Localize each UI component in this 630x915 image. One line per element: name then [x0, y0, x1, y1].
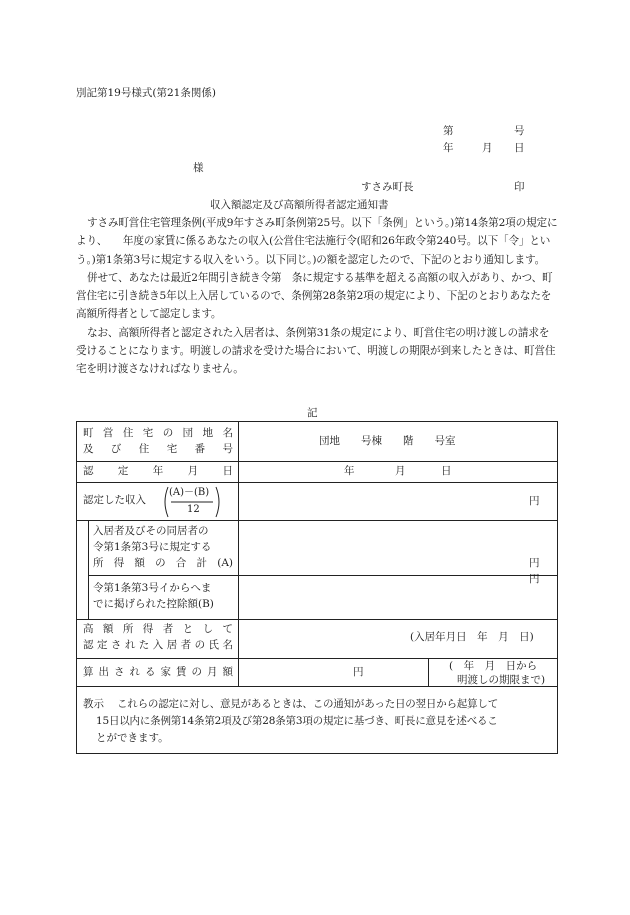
row5-label-2: でに掲げられた控除額(B): [93, 598, 214, 610]
row7-note-2: 明渡しの期限まで): [457, 674, 546, 686]
seal-mark: 印: [514, 181, 525, 193]
paragraph-3: なお、高額所得者と認定された入居者は、条例第31条の規定により、町営住宅の明け渡しの請求を受けることになります。明渡しの請求を受けた場合において、明渡しの期限が到来したときは、町営住宅を明け渡さなければなりません。: [76, 326, 556, 376]
column-divider: [428, 658, 429, 686]
row6-value: (入居年月日 年 月 日): [410, 631, 534, 643]
notice-line-1: これらの認定に対し、意見があるときは、この通知があった日の翌日から起算して: [117, 698, 498, 710]
row2-nen: 年: [344, 465, 355, 477]
row4-label-1: 入居者及びその同居者の: [93, 525, 209, 537]
row3-denominator: 12: [187, 504, 200, 515]
number-go: 号: [514, 125, 525, 137]
right-paren: [216, 487, 219, 517]
row-divider: [77, 482, 557, 483]
row7-unit: 円: [353, 666, 364, 678]
row1-value: 団地 号棟 階 号室: [319, 435, 456, 447]
row4-unit: 円: [529, 557, 540, 569]
row3-numerator: (A)－(B): [169, 487, 210, 498]
notice-head: 教示: [83, 698, 104, 710]
row-divider: [88, 575, 557, 576]
notice-line-2: 15日以内に条例第14条第2項及び第28条第3項の規定に基づき、町長に意見を述べるこ: [96, 715, 498, 727]
number-dai: 第: [443, 125, 454, 137]
column-divider: [238, 422, 239, 686]
row5-unit: 円: [529, 573, 540, 585]
row4-label-2: 令第1条第3号に規定する: [93, 541, 212, 553]
date-nen: 年: [443, 142, 454, 154]
left-paren: [165, 487, 168, 517]
addressee-sama: 様: [193, 162, 204, 174]
row6-label-1: 高額所得者として: [83, 623, 233, 635]
row-divider: [77, 461, 557, 462]
indent-divider: [88, 520, 89, 619]
row1-label-1: 町営住宅の団地名: [83, 427, 233, 439]
row2-tsuki: 月: [395, 465, 406, 477]
row-divider: [77, 520, 557, 521]
form-label: 別記第19号様式(第21条関係): [76, 87, 216, 99]
date-tsuki: 月: [482, 142, 493, 154]
details-table: [76, 421, 558, 754]
notice-line-3: とができます。: [96, 732, 169, 744]
row2-label: 認定年月日: [83, 465, 233, 477]
paragraph-1: すさみ町営住宅管理条例(平成9年すさみ町条例第25号。以下「条例」という。)第14条第2項の規定により、 年度の家賃に係るあなたの収入(公営住宅法施行令(昭和26年政令第240号。以下「令」という。)第1条第3号に規定する収入をいう。以下同じ。)の額を認定したので、下記のとおり通知します。: [76, 217, 558, 266]
date-hi: 日: [514, 142, 525, 154]
row5-label-1: 令第1条第3号イからへま: [93, 582, 212, 594]
paragraph-2: 併せて、あなたは最近2年間引き続き令第 条に規定する基準を超える高額の収入があり、かつ、町営住宅に引き続き5年以上入居しているので、条例第28条第2項の規定により、下記のとおりあなたを高額所得者として認定します。: [76, 271, 553, 321]
row-divider: [77, 619, 557, 620]
row7-label: 算出される家賃の月額: [83, 666, 233, 678]
row4-label-3: 所得額の合計(A): [93, 557, 233, 569]
row3-label: 認定した収入: [83, 494, 146, 506]
sender-name: すさみ町長: [361, 181, 414, 193]
row6-label-2: 認定された入居者の氏名: [83, 639, 233, 651]
document-title: 収入額認定及び高額所得者認定通知書: [210, 199, 389, 211]
row1-label-2: 及び住宅番号: [83, 443, 233, 455]
row3-unit: 円: [529, 495, 540, 507]
ki-label: 記: [307, 407, 318, 419]
row2-hi: 日: [441, 465, 452, 477]
body-text: [76, 214, 558, 379]
row7-note-1: ( 年 月 日から: [449, 660, 538, 672]
